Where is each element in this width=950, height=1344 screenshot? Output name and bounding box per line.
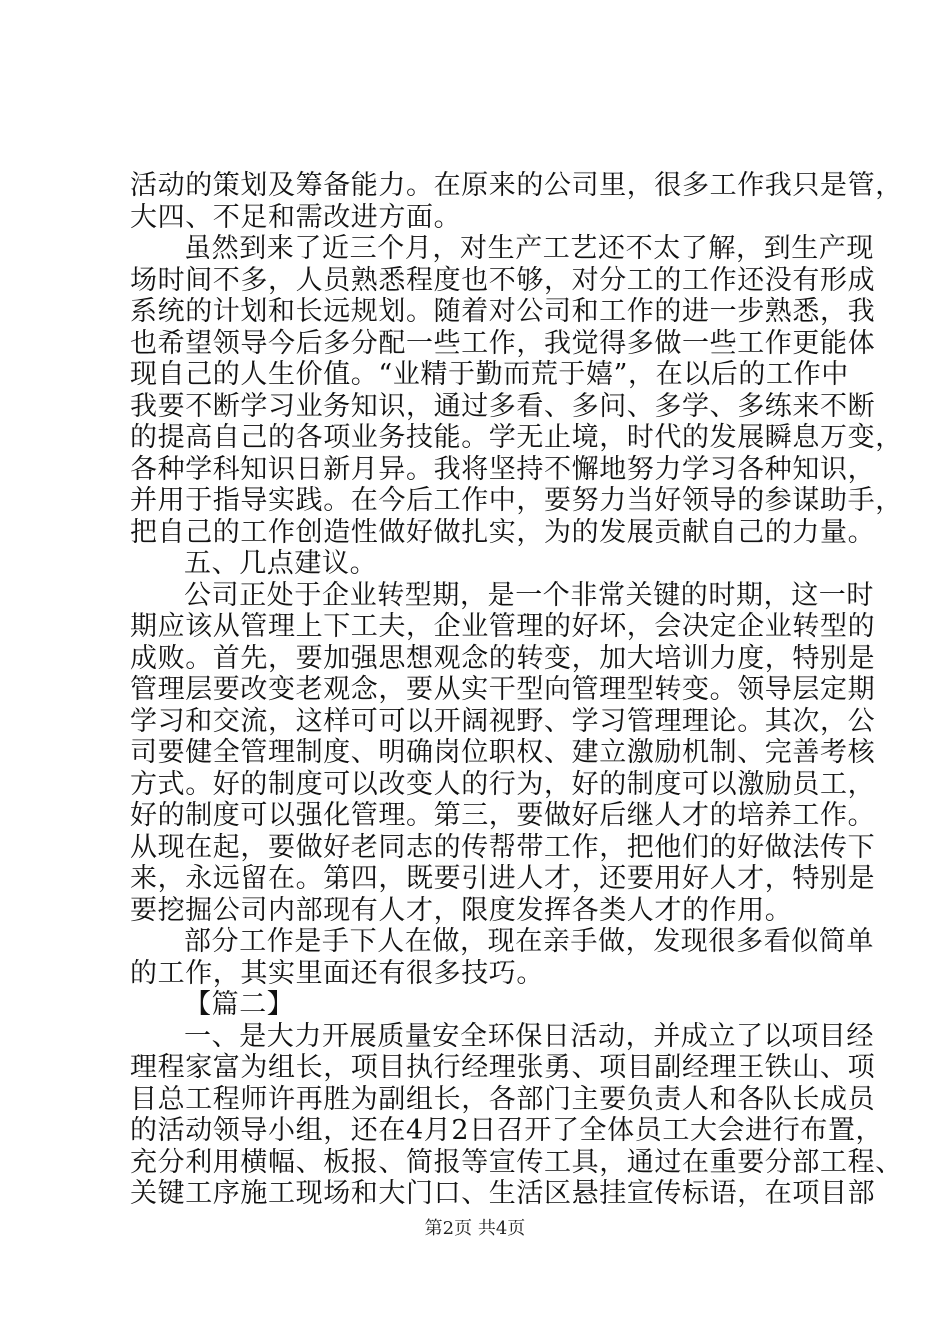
text-line: 活动的策划及筹备能力。在原来的公司里，很多工作我只是管， xyxy=(130,170,903,201)
text-line: 的提高自己的各项业务技能。学无止境，时代的发展瞬息万变， xyxy=(130,422,903,453)
text-line: 虽然到来了近三个月，对生产工艺还不太了解，到生产现 xyxy=(184,233,874,264)
text-line: 好的制度可以强化管理。第三，要做好后继人才的培养工作。 xyxy=(130,800,876,831)
text-line: 场时间不多，人员熟悉程度也不够，对分工的工作还没有形成 xyxy=(130,264,876,296)
text-line: 管理层要改变老观念，要从实干型向管理型转变。领导层定期 xyxy=(130,674,876,705)
text-line: 把自己的工作创造性做好做扎实，为的发展贡献自己的力量。 xyxy=(130,516,876,548)
text-line: 并用于指导实践。在今后工作中，要努力当好领导的参谋助手， xyxy=(130,485,903,516)
text-line: 也希望领导今后多分配一些工作，我觉得多做一些工作更能体 xyxy=(130,327,876,359)
text-line: 要挖掘公司内部现有人才，限度发挥各类人才的作用。 xyxy=(130,894,793,926)
text-line: 公司正处于企业转型期，是一个非常关键的时期，这一时 xyxy=(184,579,874,611)
text-line: 关键工序施工现场和大门口、生活区悬挂宣传标语，在项目部 xyxy=(130,1178,876,1209)
text-line: 现自己的人生价值。“业精于勤而荒于嬉”，在以后的工作中 xyxy=(130,359,849,390)
text-line: 系统的计划和长远规划。随着对公司和工作的进一步熟悉，我 xyxy=(130,296,876,327)
text-line: 来，永远留在。第四，既要引进人才，还要用好人才，特别是 xyxy=(130,863,876,894)
text-line: 部分工作是手下人在做，现在亲手做，发现很多看似简单 xyxy=(184,926,874,957)
text-line: 我要不断学习业务知识，通过多看、多问、多学、多练来不断 xyxy=(130,390,876,422)
text-line: 充分利用横幅、板报、简报等宣传工具，通过在重要分部工程、 xyxy=(130,1146,903,1178)
page-footer: 第2页 共4页 xyxy=(424,1218,526,1239)
text-line: 大四、不足和需改进方面。 xyxy=(130,201,462,233)
text-line: 的工作，其实里面还有很多技巧。 xyxy=(130,957,544,989)
text-line: 方式。好的制度可以改变人的行为，好的制度可以激励员工， xyxy=(130,768,876,800)
text-line: 一、是大力开展质量安全环保日活动，并成立了以项目经 xyxy=(184,1020,874,1052)
text-line: 成败。首先，要加强思想观念的转变，加大培训力度，特别是 xyxy=(130,642,876,674)
document-body xyxy=(130,170,903,1210)
text-line: 从现在起，要做好老同志的传帮带工作，把他们的好做法传下 xyxy=(130,831,876,863)
text-line: 司要健全管理制度、明确岗位职权、建立激励机制、完善考核 xyxy=(130,737,876,768)
text-line: 【篇二】 xyxy=(184,989,295,1020)
text-line: 理程家富为组长，项目执行经理张勇、项目副经理王铁山、项 xyxy=(130,1052,876,1083)
text-line: 各种学科知识日新月异。我将坚持不懈地努力学习各种知识， xyxy=(130,453,876,485)
text-line: 目总工程师许再胜为副组长，各部门主要负责人和各队长成员 xyxy=(130,1083,876,1115)
text-line: 学习和交流，这样可可以开阔视野、学习管理理论。其次，公 xyxy=(130,705,876,737)
text-line: 五、几点建议。 xyxy=(184,548,378,579)
text-line: 的活动领导小组，还在4月2日召开了全体员工大会进行布置， xyxy=(130,1115,884,1146)
text-line: 期应该从管理上下工夫，企业管理的好坏，会决定企业转型的 xyxy=(130,611,876,642)
